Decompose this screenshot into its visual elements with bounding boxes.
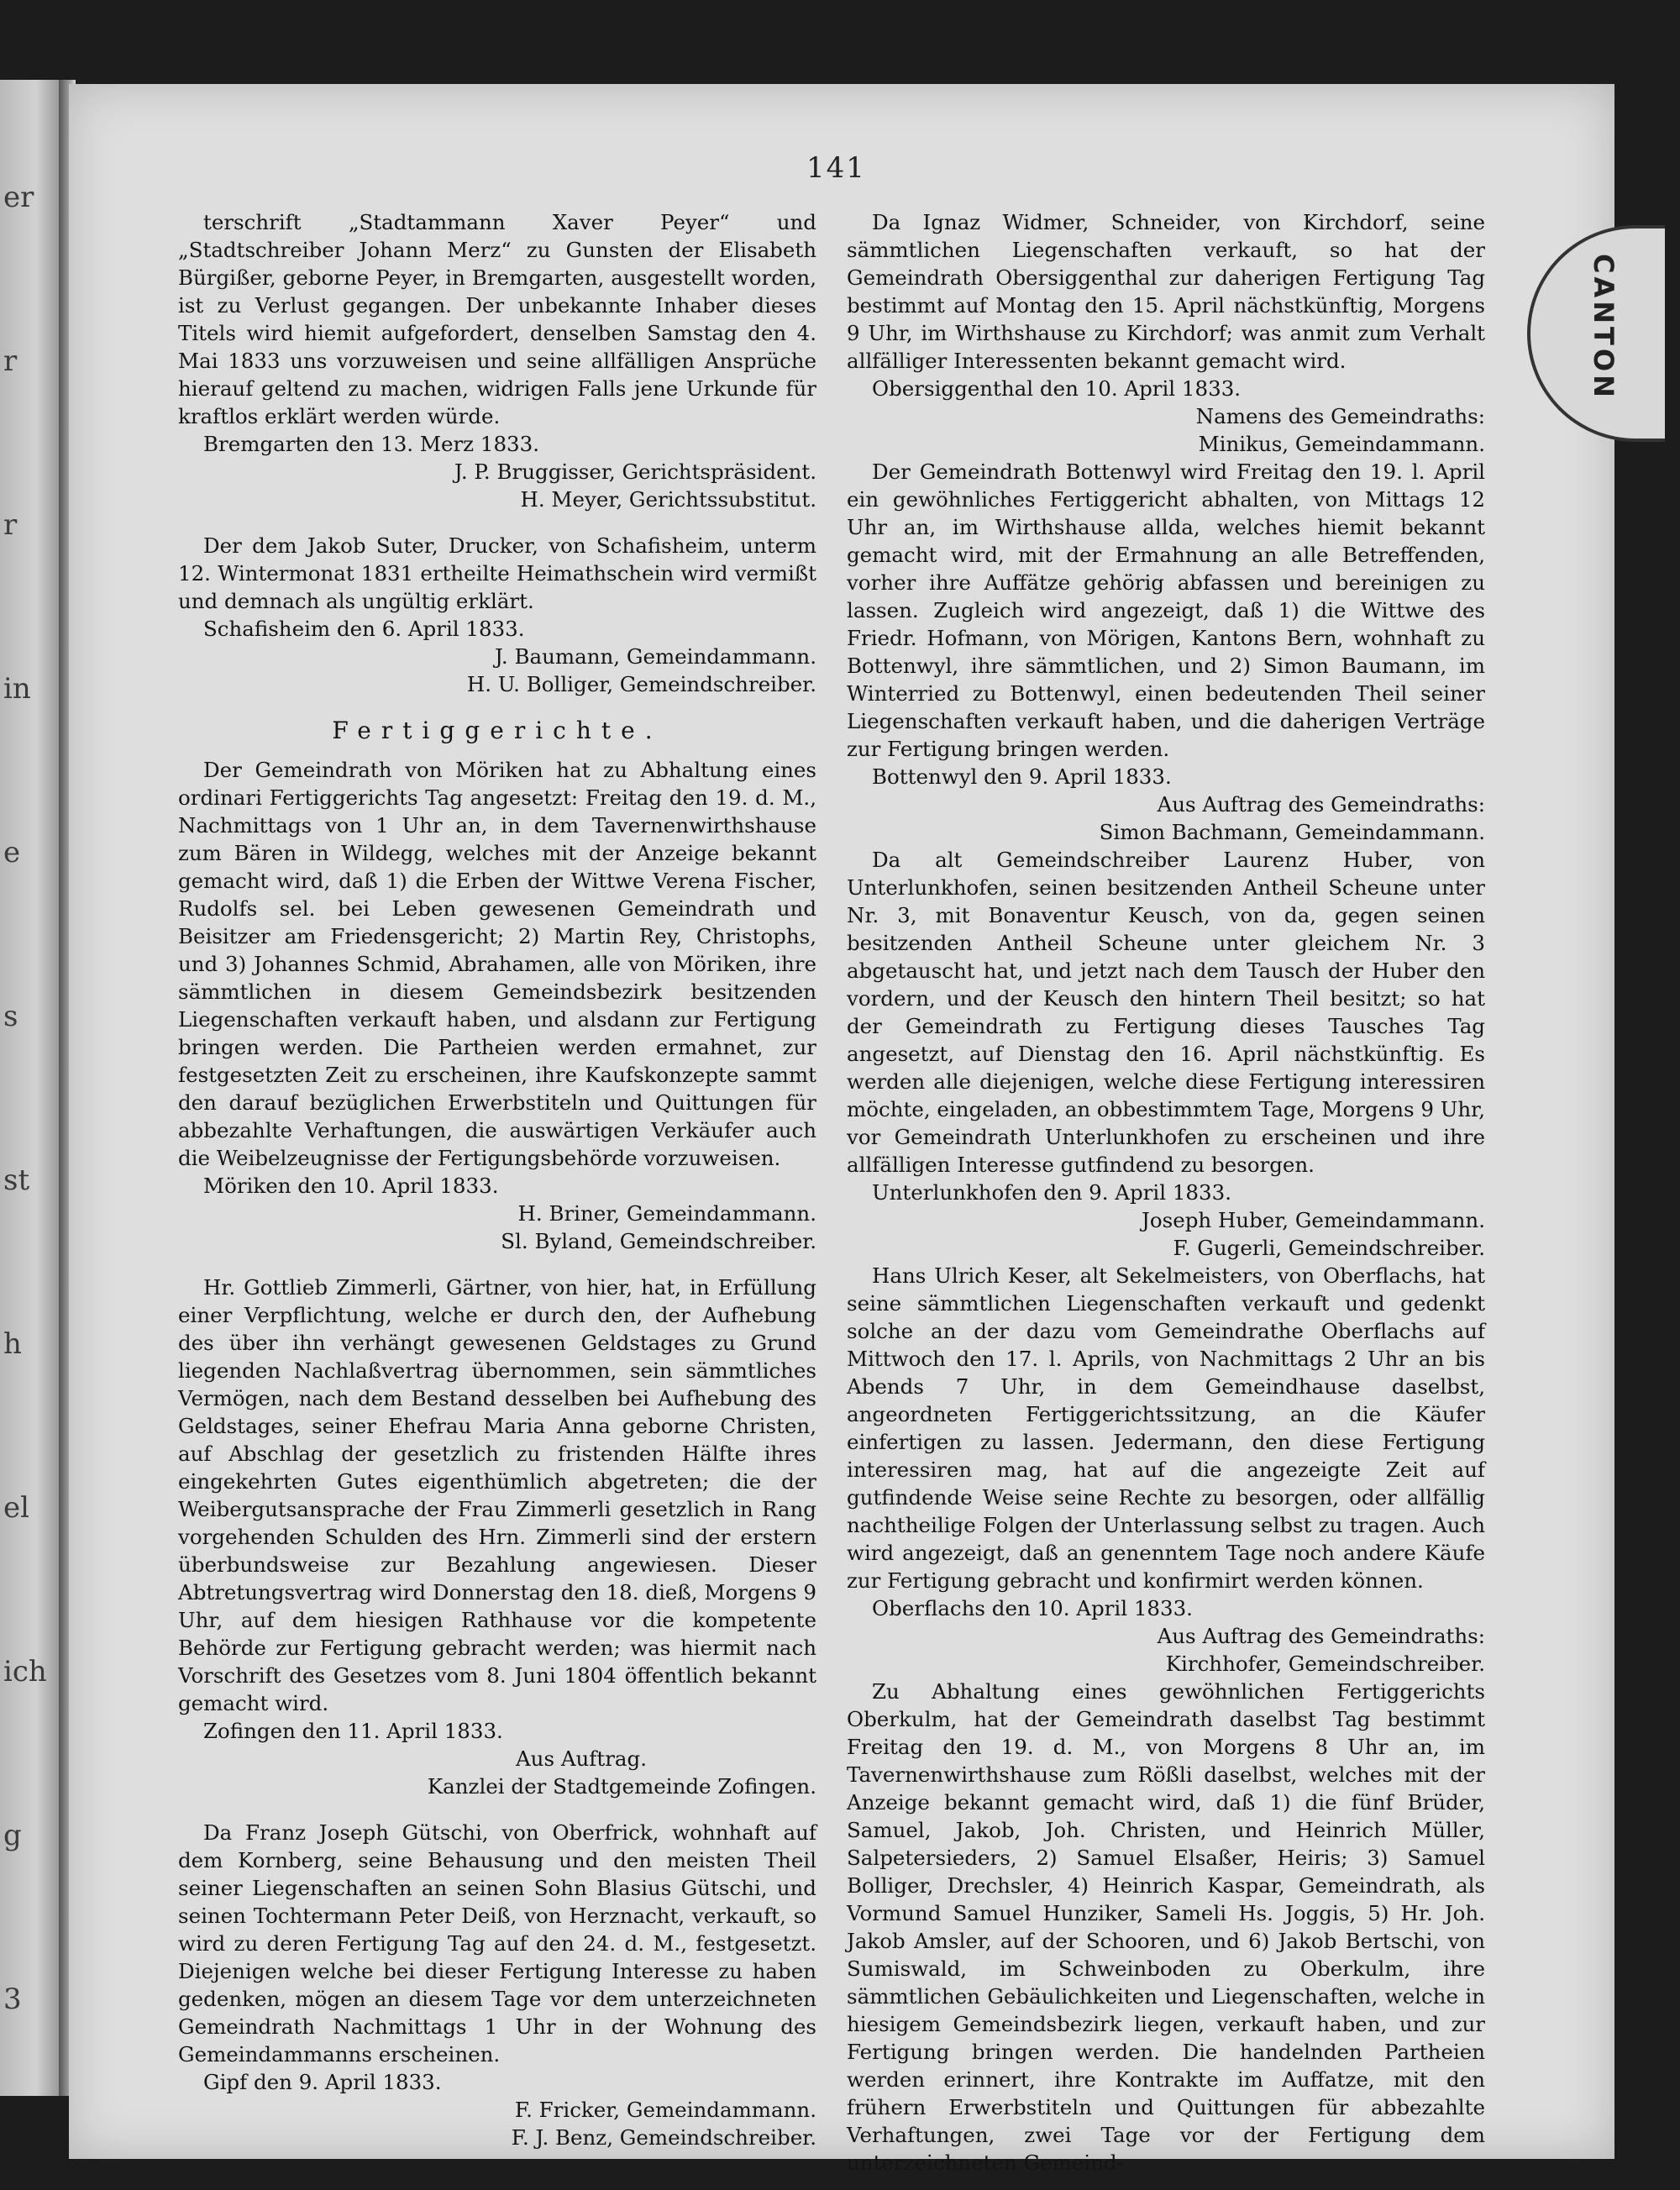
signature-line: Minikus, Gemeindammann.	[1198, 432, 1485, 456]
place-date-line: Obersiggenthal den 10. April 1833.	[872, 376, 1242, 401]
margin-fragment: h	[3, 1327, 22, 1361]
notice-paragraph: Hans Ulrich Keser, alt Sekelmeisters, von Oberflachs, hat seine sämmtlichen Liegenschaften verkauft und gedenkt solche an der dazu vom Gemeindrathe Oberflachs auf Mittwoch den 17. l. Aprils, von Nachmittags 2 Uhr an bis Abends 7 Uhr, in dem Gemeindhause daselbst, angeordneten Fertiggerichtssitzung, an die Käufer einfertigen zu lassen. Jedermann, den diese Fertigung interessiren mag, hat auf die angezeigte Zeit auf gutfindende Weise seine Rechte zu besorgen, oder allfällig nachtheilige Folgen der Unterlassung selbst zu tragen. Auch wird angezeigt, daß an genenntem Tage noch andere Käufe zur Fertigung gebracht und konfirmirt werden können.	[847, 1263, 1485, 1593]
margin-fragment: r	[3, 344, 18, 378]
section-heading: Fertiggerichte.	[332, 717, 663, 744]
signature-line: H. Briner, Gemeindammann.	[517, 1201, 816, 1226]
notice-paragraph: terschrift „Stadtammann Xaver Peyer“ und „Stadtschreiber Johann Merz“ zu Gunsten der Elisabeth Bürgißer, geborne Peyer, in Bremgarten, ausgestellt worden, ist zu Verlust gegangen. Der unbekannte Inhaber dieses Titels wird hiemit aufgefordert, denselben Samstag den 4. Mai 1833 uns vorzuweisen und seine allfälligen Ansprüche hierauf geltend zu machen, widrigen Falls jene Urkunde für kraftlos erklärt werden würde.	[178, 210, 816, 428]
margin-fragment: r	[3, 508, 18, 542]
signature-line: Sl. Byland, Gemeindschreiber.	[501, 1229, 816, 1253]
stamp-text: CANTON	[1588, 254, 1620, 401]
margin-fragment: el	[3, 1491, 29, 1525]
notice-paragraph: Zu Abhaltung eines gewöhnlichen Fertiggerichts Oberkulm, hat der Gemeindrath daselbst Tag bestimmt Freitag den 19. d. M., von Morgens 8 Uhr an, im Tavernenwirthshause zum Rößli daselbst, welches mit der Anzeige bekannt gemacht wird, daß 1) die fünf Brüder, Samuel, Jakob, Joh. Christen, und Heinrich Müller, Salpetersieders, 2) Samuel Elsaßer, Heiris; 3) Samuel Bolliger, Drechsler, 4) Heinrich Kaspar, Gemeindrath, als Vormund Samuel Hunziker, Sameli Hs. Joggis, 5) Hr. Joh. Jakob Amsler, auf der Schooren, und 6) Jakob Bertschi, von Sumiswald, im Schweinboden zu Oberkulm, ihre sämmtlichen Gebäulichkeiten und Liegenschaften, welche in hiesigem Gemeindsbezirk liegen, verkauft haben, und zur Fertigung bringen werden. Die handelnden Partheien werden erinnert, ihre Kontrakte im Auffatze, mit den frühern Erwerbstiteln und Quittungen für abbezahlte Verhaftungen, zwei Tage vor der Fertigung dem unterzeichneten Gemeind-	[847, 1679, 1485, 2175]
notice-paragraph: Der Gemeindrath von Möriken hat zu Abhaltung eines ordinari Fertiggerichts Tag angesetzt: Freitag den 19. d. M., Nachmittags von 1 Uhr an, in dem Tavernenwirthshause zum Bären in Wildegg, welches mit der Anzeige bekannt gemacht wird, daß 1) die Erben der Wittwe Verena Fischer, Rudolfs sel. bei Leben gewesenen Gemeindrath und Beisitzer am Friedensgericht; 2) Martin Rey, Christophs, und 3) Johannes Schmid, Abrahamen, alle von Möriken, ihre sämmtlichen in diesem Gemeindsbezirk besitzenden Liegenschaften verkauft haben, und alsdann zur Fertigung bringen werden. Die Partheien werden ermahnet, zur festgesetzten Zeit zu erscheinen, ihre Kaufskonzepte sammt den darauf bezüglichen Erwerbstiteln und Quittungen für abbezahlte Verhaftungen, die auswärtigen Verkäufer auch die Weibelzeugnisse der Fertigungsbehörde vorzuweisen.	[178, 758, 816, 1170]
signature-line: J. Baumann, Gemeindammann.	[495, 644, 816, 669]
margin-fragment: in	[3, 672, 31, 706]
margin-fragment: g	[3, 1819, 22, 1852]
place-date-line: Möriken den 10. April 1833.	[203, 1174, 499, 1198]
paragraph-gap	[178, 1800, 816, 1819]
margin-fragment: 3	[3, 1983, 22, 2016]
signature-line: Kirchhofer, Gemeindschreiber.	[1165, 1652, 1485, 1676]
signature-line: Namens des Gemeindraths:	[1195, 404, 1485, 428]
margin-fragment: er	[3, 181, 34, 214]
place-date-line: Zofingen den 11. April 1833.	[203, 1719, 503, 1743]
place-date-line: Bremgarten den 13. Merz 1833.	[203, 432, 539, 456]
margin-fragment: s	[3, 1000, 18, 1033]
signature-line: Joseph Huber, Gemeindammann.	[1142, 1208, 1485, 1232]
notice-paragraph: Da alt Gemeindschreiber Laurenz Huber, von Unterlunkhofen, seinen besitzenden Antheil Scheune unter Nr. 3, mit Bonaventur Keusch, von da, gegen seinen besitzenden Antheil Scheune unter gleichem Nr. 3 abgetauscht hat, und jetzt nach dem Tausch der Huber den vordern, und der Keusch den hintern Theil besitzt; so hat der Gemeindrath zu Fertigung dieses Tausches Tag angesetzt, auf Dienstag den 16. April nächstkünftig. Es werden alle diejenigen, welche diese Fertigung interessiren möchte, eingeladen, an obbestimmtem Tage, Morgens 9 Uhr, vor Gemeindrath Unterlunkhofen zu erscheinen und ihre allfälligen Interesse gutfindend zu besorgen.	[847, 848, 1485, 1177]
notice-paragraph: Da Franz Joseph Gütschi, von Oberfrick, wohnhaft auf dem Kornberg, seine Behausung und den meisten Theil seiner Liegenschaften an seinen Sohn Blasius Gütschi, und seinen Tochtermann Peter Deiß, von Herznacht, verkauft, so wird zu deren Fertigung Tag auf den 24. d. M., festgesetzt. Diejenigen welche bei dieser Fertigung Interesse zu haben gedenken, mögen an diesem Tage vor dem unterzeichneten Gemeindrath Nachmittags 1 Uhr in der Wohnung des Gemeindammanns erscheinen.	[178, 1820, 816, 2067]
previous-page-edge	[0, 80, 66, 2096]
signature-line: Aus Auftrag des Gemeindraths:	[1157, 1624, 1485, 1648]
notice-paragraph: Hr. Gottlieb Zimmerli, Gärtner, von hier, hat, in Erfüllung einer Verpflichtung, welche er durch den, der Aufhebung des über ihn verhängt gewesenen Geldstages zu Grund liegenden Nachlaßvertrag übernommen, sein sämmtliches Vermögen, nach dem Bestand desselben bei Aufhebung des Geldstages, seiner Ehefrau Maria Anna geborne Christen, auf Abschlag der gesetzlich zu fristenden Hälfte ihres eingekehrten Gutes eigenthümlich abgetreten; die der Weibergutsansprache der Frau Zimmerli gesetzlich in Rang vorgehenden Schulden des Hrn. Zimmerli sind der erstern überbundsweise zur Bezahlung angewiesen. Dieser Abtretungsvertrag wird Donnerstag den 18. dieß, Morgens 9 Uhr, auf dem hiesigen Rathhause vor die kompetente Behörde zur Fertigung gebracht werden; was hiermit nach Vorschrift des Gesetzes vom 8. Juni 1804 öffentlich bekannt gemacht wird.	[178, 1275, 816, 1715]
margin-fragment: st	[3, 1163, 30, 1197]
signature-line: H. U. Bolliger, Gemeindschreiber.	[466, 672, 816, 696]
signature-line: Aus Auftrag des Gemeindraths:	[1157, 792, 1485, 817]
notice-paragraph: Der dem Jakob Suter, Drucker, von Schafisheim, unterm 12. Wintermonat 1831 ertheilte Heimathschein wird vermißt und demnach als ungültig erklärt.	[178, 533, 816, 613]
margin-fragment: ich	[3, 1655, 47, 1688]
signature-line: F. J. Benz, Gemeindschreiber.	[511, 2125, 816, 2150]
signature-line: H. Meyer, Gerichtssubstitut.	[520, 487, 816, 512]
place-date-line: Oberflachs den 10. April 1833.	[872, 1596, 1193, 1620]
place-date-line: Gipf den 9. April 1833.	[203, 2070, 442, 2094]
notice-paragraph: Da Ignaz Widmer, Schneider, von Kirchdorf, seine sämmtlichen Liegenschaften verkauft, so hat der Gemeindrath Obersiggenthal zur daherigen Fertigung Tag bestimmt auf Montag den 15. April nächstkünftig, Morgens 9 Uhr, im Wirthshause zu Kirchdorf; was anmit zum Verhalt allfälliger Interessenten bekannt gemacht wird.	[847, 210, 1485, 373]
place-date-line: Unterlunkhofen den 9. April 1833.	[872, 1180, 1231, 1205]
place-date-line: Bottenwyl den 9. April 1833.	[872, 764, 1172, 789]
signature-line: F. Gugerli, Gemeindschreiber.	[1173, 1236, 1485, 1260]
paragraph-gap	[178, 513, 816, 532]
signature-line: Simon Bachmann, Gemeindammann.	[1099, 820, 1485, 844]
left-column	[178, 208, 816, 2151]
paragraph-gap	[178, 1255, 816, 1274]
signature-line: F. Fricker, Gemeindammann.	[514, 2098, 816, 2122]
signature-line: Aus Auftrag.	[515, 1746, 647, 1771]
signature-line: J. P. Bruggisser, Gerichtspräsident.	[454, 460, 816, 484]
right-column	[847, 208, 1485, 2177]
page-number: 141	[806, 151, 866, 185]
notice-paragraph: Der Gemeindrath Bottenwyl wird Freitag den 19. l. April ein gewöhnliches Fertiggericht abhalten, von Mittags 12 Uhr an, im Wirthshause allda, welches hiemit bekannt gemacht wird, mit der Ermahnung an alle Betreffenden, vorher ihre Auffätze gehörig abfassen und bereinigen zu lassen. Zugleich wird angezeigt, daß 1) die Wittwe des Friedr. Hofmann, von Mörigen, Kantons Bern, wohnhaft zu Bottenwyl, ihre sämmtlichen, und 2) Simon Baumann, im Winterried zu Bottenwyl, einen bedeutenden Theil seiner Liegenschaften verkauft haben, und die daherigen Verträge zur Fertigung bringen werden.	[847, 460, 1485, 761]
place-date-line: Schafisheim den 6. April 1833.	[203, 617, 525, 641]
margin-fragment: e	[3, 836, 21, 869]
signature-line: Kanzlei der Stadtgemeinde Zofingen.	[427, 1774, 816, 1799]
